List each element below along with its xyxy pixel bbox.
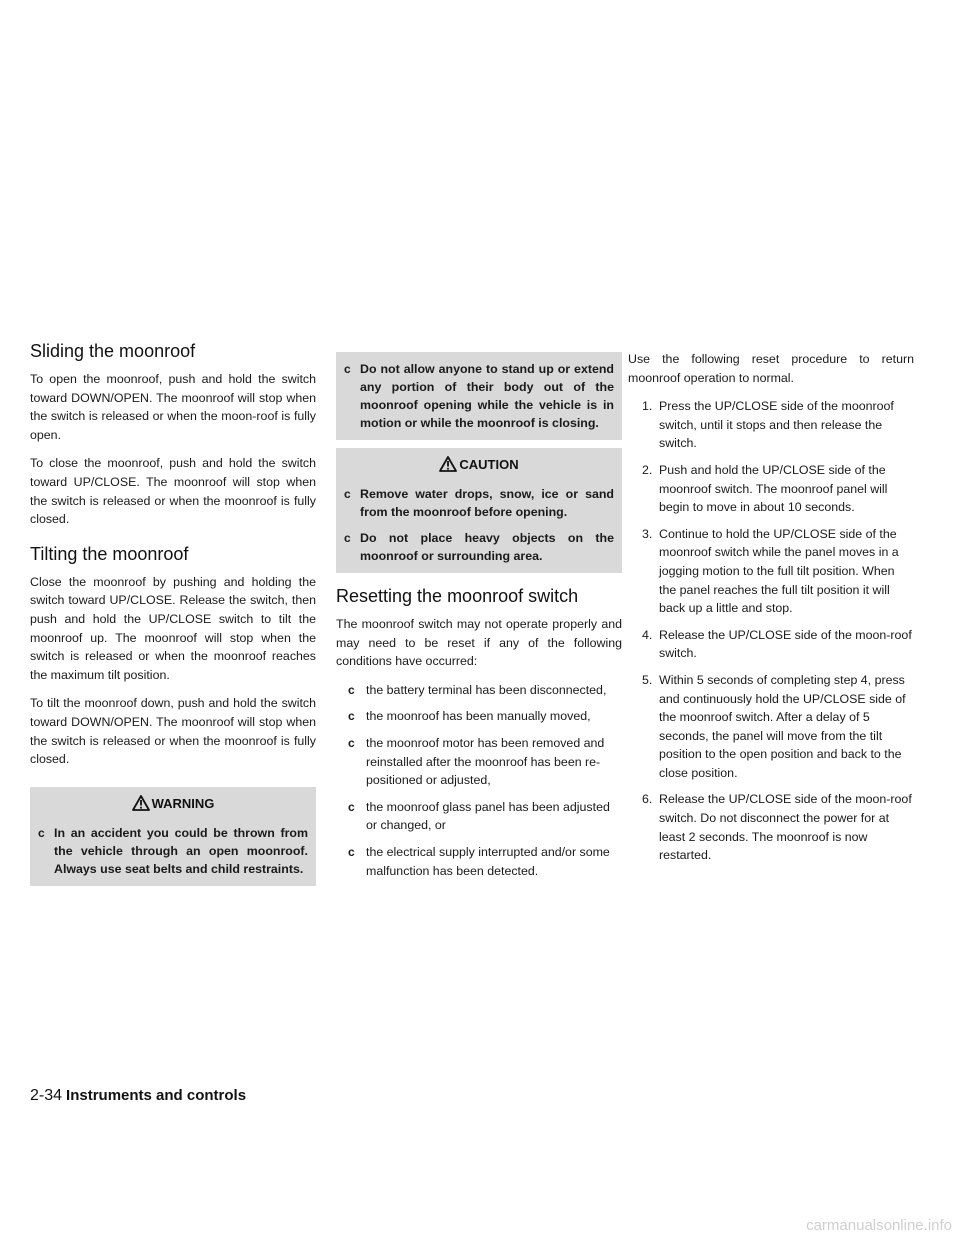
reset-step: [628, 671, 914, 783]
condition-item: [336, 681, 622, 700]
step-text: Within 5 seconds of completing step 4, press and continuously hold the UP/CLOSE side of the moonroof switch. After a delay of 5 seconds, the panel will move from the tilt position to the open position and back to the close position.: [659, 672, 906, 780]
paragraph-tilting-up: Close the moonroof by pushing and holding the switch toward UP/CLOSE. Release the switch, then push and hold the UP/CLOSE switch to tilt the moonroof up. The moonroof will stop when the switch is released or when the moonroof reaches the maximum tilt position.: [30, 574, 316, 682]
step-number: 1.: [642, 399, 653, 414]
column-middle: [336, 340, 622, 888]
page-footer: [30, 1086, 246, 1106]
caution-item: [344, 529, 614, 565]
column-left: [30, 340, 316, 886]
bullet-icon: c: [344, 362, 351, 376]
warning-item-text: In an accident you could be thrown from the vehicle through an open moonroof. Always use seat belts and child restraints.: [54, 825, 308, 876]
caution-item-text: Do not place heavy objects on the moonroof or surrounding area.: [360, 531, 614, 563]
reset-step: [628, 397, 914, 453]
warning-box-continued: [336, 352, 622, 440]
paragraph-tilting-down: To tilt the moonroof down, push and hold the switch toward DOWN/OPEN. The moonroof will stop when the switch is released or when the moonroof is fully closed.: [30, 696, 316, 767]
warning-item-text: Do not allow anyone to stand up or extend any portion of their body out of the moonroof opening while the vehicle is in motion or while the moonroof is closing.: [360, 362, 614, 430]
bullet-icon: c: [38, 825, 45, 840]
warning-label: WARNING: [151, 795, 215, 811]
step-number: 5.: [642, 672, 653, 687]
condition-item: [336, 734, 622, 790]
step-text: Continue to hold the UP/CLOSE side of the moonroof switch while the panel moves in a jogging motion to the full tilt position. When the panel reaches the full tilt position it will back up a little and stop.: [659, 526, 899, 616]
warning-item: [344, 360, 614, 432]
section-title: Instruments and controls: [66, 1087, 247, 1104]
warning-header: [38, 795, 308, 816]
step-number: 4.: [642, 627, 653, 642]
warning-item: [38, 824, 308, 878]
condition-item: [336, 843, 622, 880]
caution-header: [344, 456, 614, 477]
bullet-icon: c: [348, 682, 355, 697]
paragraph-sliding-open: To open the moonroof, push and hold the switch toward DOWN/OPEN. The moonroof will stop when the switch is released or when the moon-roof is fully open.: [30, 372, 316, 442]
condition-item: [336, 798, 622, 835]
watermark: carmanualsonline.info: [806, 1217, 952, 1234]
reset-step: [628, 790, 914, 864]
step-number: 6.: [642, 792, 653, 807]
reset-step: [628, 461, 914, 517]
paragraph-sliding-close: To close the moonroof, push and hold the switch toward UP/CLOSE. The moonroof will stop when the switch is released or when the moonroof is fully closed.: [30, 456, 316, 527]
warning-triangle-icon: [439, 456, 457, 477]
heading-sliding: Sliding the moonroof: [30, 341, 196, 361]
condition-text: the moonroof has been manually moved,: [366, 709, 591, 724]
page-number: 2-34: [30, 1087, 63, 1104]
condition-item: [336, 707, 622, 726]
reset-step: [628, 626, 914, 663]
step-number: 3.: [642, 526, 653, 541]
bullet-icon: c: [344, 531, 351, 545]
step-number: 2.: [642, 462, 653, 477]
condition-text: the moonroof motor has been removed and reinstalled after the moonroof has been re-positioned or adjusted,: [366, 735, 605, 788]
warning-box: [30, 787, 316, 886]
condition-text: the battery terminal has been disconnected,: [366, 682, 607, 697]
caution-box: [336, 448, 622, 573]
step-text: Press the UP/CLOSE side of the moonroof switch, until it stops and then release the switch.: [659, 399, 894, 451]
warning-triangle-icon: [132, 795, 150, 816]
condition-text: the moonroof glass panel has been adjusted or changed, or: [366, 799, 610, 833]
caution-item-text: Remove water drops, snow, ice or sand from the moonroof before opening.: [360, 487, 614, 519]
step-text: Release the UP/CLOSE side of the moon-roof switch.: [659, 627, 912, 661]
condition-text: the electrical supply interrupted and/or some malfunction has been detected.: [366, 844, 610, 878]
step-text: Push and hold the UP/CLOSE side of the moonroof switch. The moonroof panel will begin to move in about 10 seconds.: [659, 462, 888, 515]
paragraph-reset-intro: The moonroof switch may not operate properly and may need to be reset if any of the following conditions have occurred:: [336, 617, 622, 669]
bullet-icon: c: [348, 844, 355, 859]
heading-resetting: Resetting the moonroof switch: [336, 586, 579, 606]
step-text: Release the UP/CLOSE side of the moon-roof switch. Do not disconnect the power for at least 2 seconds. The moonroof is now restarted.: [659, 792, 912, 863]
bullet-icon: c: [348, 799, 355, 814]
bullet-icon: c: [348, 709, 355, 724]
heading-tilting: Tilting the moonroof: [30, 543, 189, 564]
bullet-icon: c: [344, 487, 351, 501]
reset-step: [628, 525, 914, 618]
caution-label: CAUTION: [459, 457, 519, 472]
column-right: [628, 340, 914, 873]
paragraph-procedure-intro: Use the following reset procedure to return moonroof operation to normal.: [628, 352, 914, 385]
caution-item: [344, 485, 614, 521]
bullet-icon: c: [348, 735, 355, 750]
reset-steps-list: [628, 397, 914, 865]
